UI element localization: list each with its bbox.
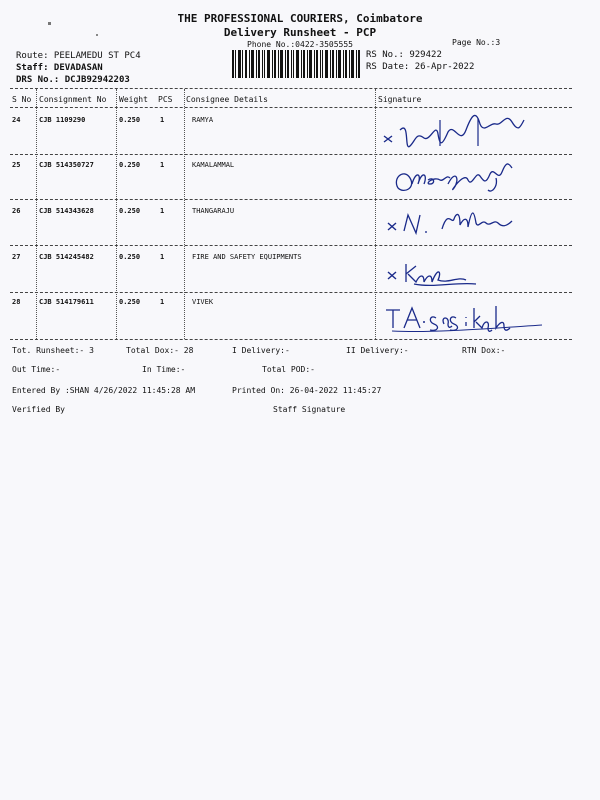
row-separator [10,245,572,246]
column-divider [116,89,117,339]
signature-image [384,258,504,290]
signature-image [380,112,550,156]
table-header-rule [10,107,572,108]
signature-image [384,203,544,243]
page-number: Page No.:3 [452,38,501,47]
row-weight: 0.250 [119,207,141,215]
row-consignment: CJB 514350727 [39,161,94,169]
row-consignee: FIRE AND SAFETY EQUIPMENTS [192,253,302,261]
table-top-rule [10,88,572,89]
col-header-consignment: Consignment No [39,95,107,104]
rs-date: RS Date: 26-Apr-2022 [366,62,475,72]
staff-signature-label: Staff Signature [273,405,346,414]
row-consignee: VIVEK [192,298,214,306]
signature-image [388,158,538,200]
row-weight: 0.250 [119,253,141,261]
col-header-weight: Weight [119,95,148,104]
row-weight: 0.250 [119,116,141,124]
column-divider [375,89,376,339]
rtn-dox: RTN Dox:- [462,346,506,355]
total-dox: Total Dox:- 28 [126,346,194,355]
column-divider [184,89,185,339]
row-consignee: THANGARAJU [192,207,235,215]
row-pcs: 1 [160,116,165,124]
row-consignee: KAMALAMMAL [192,161,235,169]
col-header-pcs: PCS [158,95,173,104]
total-pod: Total POD:- [262,365,315,374]
ii-delivery: II Delivery:- [346,346,409,355]
verified-by: Verified By [12,405,65,414]
drs-number: DRS No.: DCJB92942203 [16,75,130,85]
row-consignment: CJB 1109290 [39,116,86,124]
row-weight: 0.250 [119,161,141,169]
company-title: THE PROFESSIONAL COURIERS, Coimbatore [177,12,423,25]
i-delivery: I Delivery:- [232,346,290,355]
rs-number: RS No.: 929422 [366,50,442,60]
in-time: In Time:- [142,365,186,374]
staff-label: Staff: DEVADASAN [16,63,103,73]
column-divider [36,89,37,339]
row-consignment: CJB 514343628 [39,207,94,215]
row-consignment: CJB 514179611 [39,298,94,306]
signature-image [382,300,552,334]
row-consignee: RAMYA [192,116,214,124]
table-bottom-rule [10,339,572,340]
phone-number: Phone No.:0422-3505555 [247,40,353,49]
total-runsheet: Tot. Runsheet:- 3 [12,346,94,355]
row-separator [10,292,572,293]
row-pcs: 1 [160,298,165,306]
col-header-signature: Signature [378,95,422,104]
out-time: Out Time:- [12,365,61,374]
row-weight: 0.250 [119,298,141,306]
barcode-image [232,50,360,78]
row-sno: 27 [12,253,21,261]
row-sno: 28 [12,298,21,306]
row-sno: 25 [12,161,21,169]
row-sno: 26 [12,207,21,215]
printed-on: Printed On: 26-04-2022 11:45:27 [232,386,382,395]
col-header-consignee: Consignee Details [186,95,268,104]
row-pcs: 1 [160,253,165,261]
route-label: Route: PEELAMEDU ST PC4 [16,51,141,61]
row-pcs: 1 [160,161,165,169]
row-consignment: CJB 514245482 [39,253,94,261]
row-sno: 24 [12,116,21,124]
col-header-sno: S No [12,95,32,104]
entered-by: Entered By :SHAN 4/26/2022 11:45:28 AM [12,386,196,395]
row-pcs: 1 [160,207,165,215]
document-subtitle: Delivery Runsheet - PCP [223,26,377,39]
